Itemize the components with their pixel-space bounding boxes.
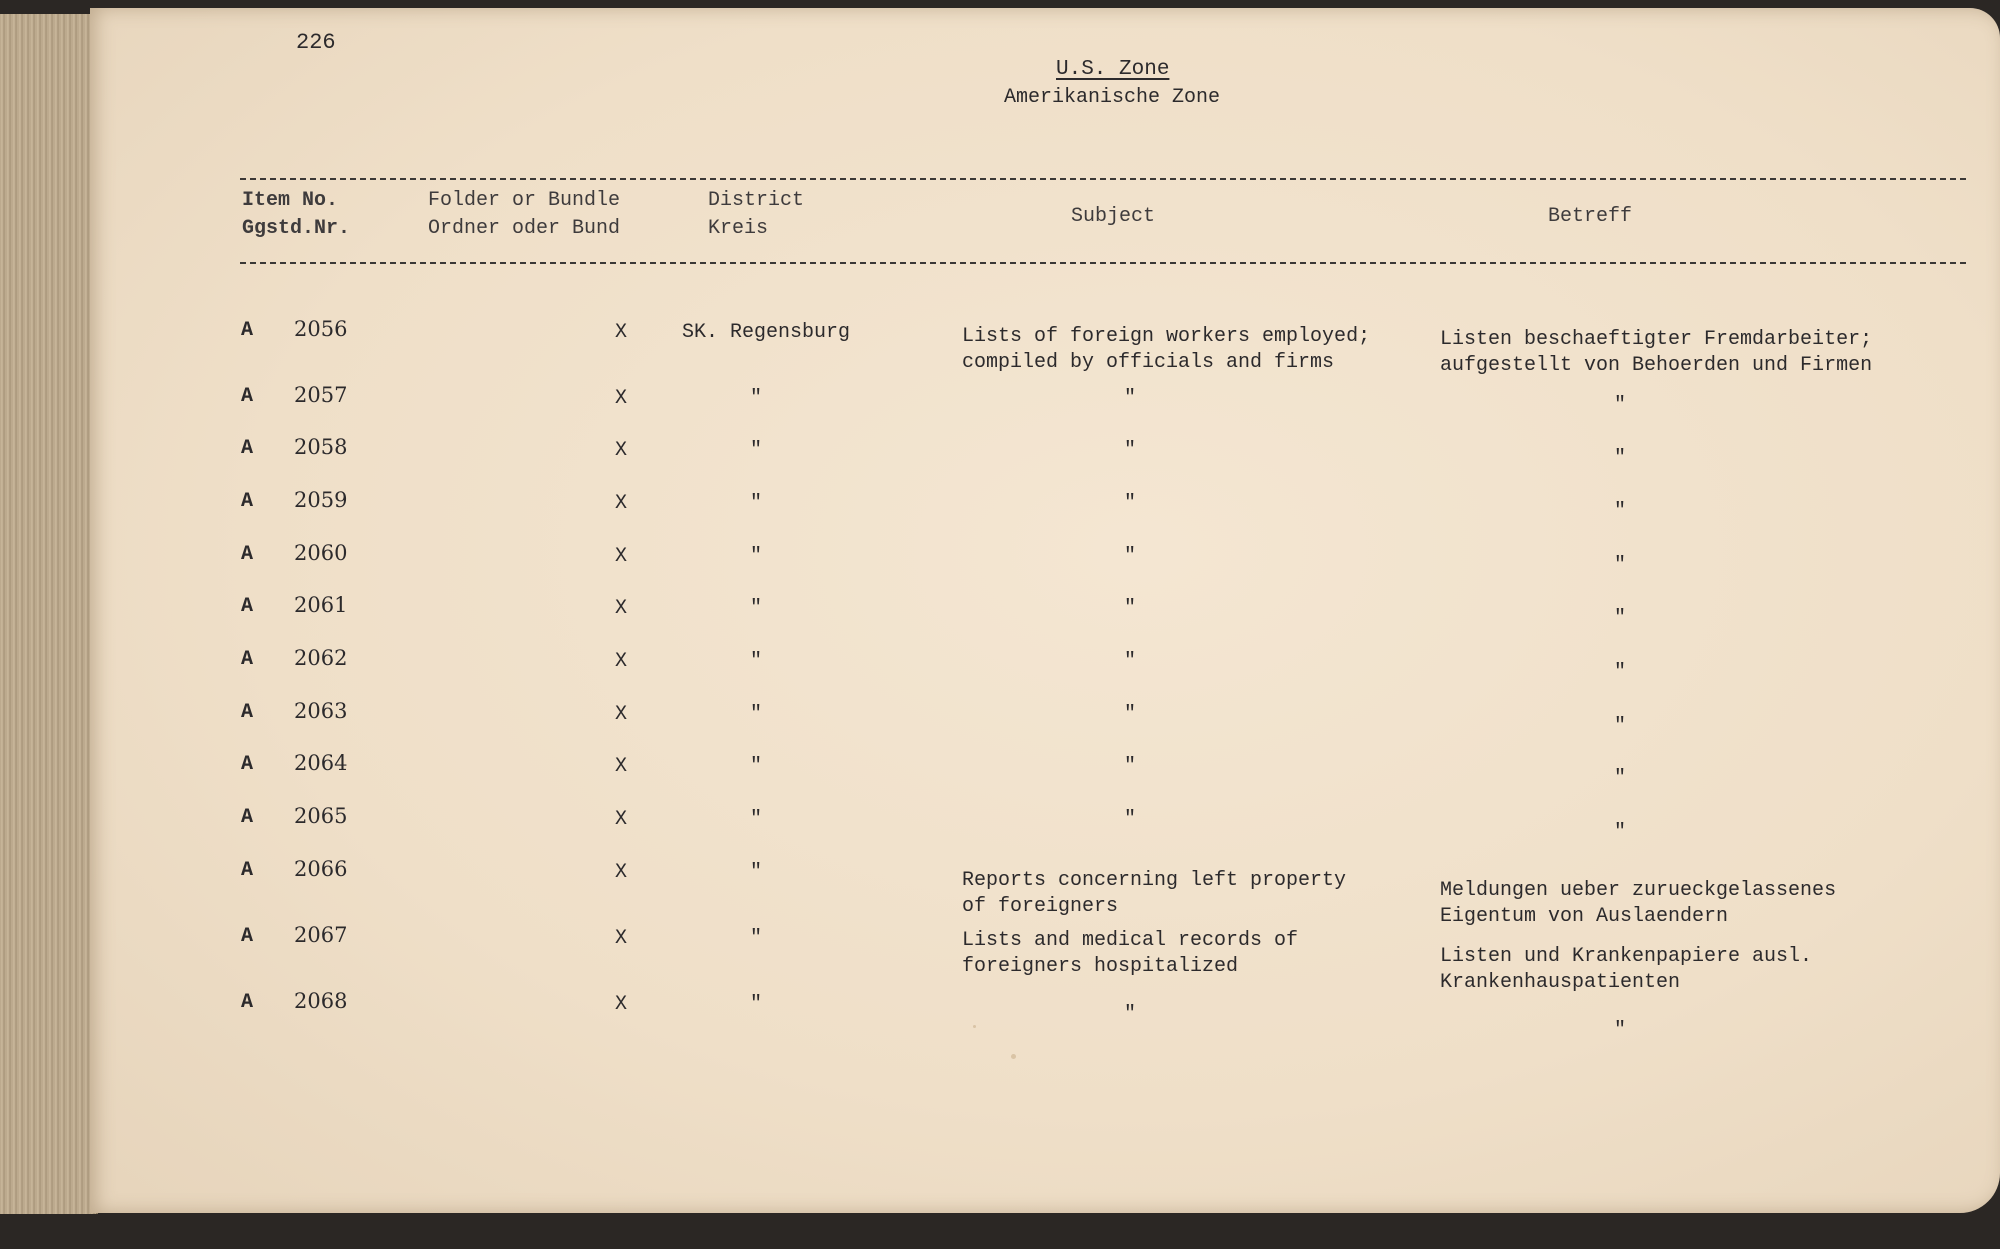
item-number: 2065	[294, 804, 348, 828]
zone-title: U.S. Zone	[1056, 58, 1170, 81]
item-prefix: A	[241, 859, 254, 882]
subject-line: of foreigners	[962, 895, 1119, 918]
paper-stain	[1011, 1054, 1016, 1059]
subject-line: Lists of foreign workers employed;	[962, 325, 1371, 348]
betreff-line: "	[1614, 714, 1627, 738]
district-cell: "	[750, 545, 763, 568]
header-item	[242, 187, 350, 243]
subject-line: compiled by officials and firms	[962, 351, 1335, 374]
subject-line: Lists and medical records of	[962, 929, 1299, 952]
betreff-line: Listen beschaeftigter Fremdarbeiter;	[1440, 328, 1873, 351]
district-cell: "	[750, 993, 763, 1016]
item-prefix: A	[241, 437, 254, 460]
item-number: 2057	[294, 383, 348, 407]
betreff-line: "	[1614, 1019, 1627, 1042]
header-item-de: Ggstd.Nr.	[242, 217, 351, 240]
folder-mark: X	[615, 321, 628, 344]
district-cell: "	[750, 597, 763, 620]
folder-mark: X	[615, 545, 628, 568]
folder-mark: X	[615, 650, 628, 673]
district-cell: "	[750, 808, 763, 831]
subject-line: "	[1124, 650, 1137, 673]
item-prefix: A	[241, 490, 254, 513]
subject-line: "	[1124, 492, 1137, 515]
folder-mark: X	[615, 993, 628, 1016]
betreff-line: Krankenhauspatienten	[1440, 971, 1681, 994]
item-number: 2062	[294, 646, 348, 670]
district-cell: "	[750, 755, 763, 778]
header-folder	[428, 187, 620, 243]
district-cell: "	[750, 927, 763, 950]
item-number: 2068	[294, 989, 348, 1013]
item-number: 2061	[294, 593, 348, 617]
betreff-line: "	[1614, 821, 1627, 845]
district-cell: "	[750, 650, 763, 673]
folder-mark: X	[615, 808, 628, 831]
item-number: 2063	[294, 699, 348, 723]
district-cell: "	[750, 439, 763, 462]
header-district-en: District	[708, 189, 805, 212]
page-number: 226	[296, 30, 336, 55]
subject-line: "	[1124, 597, 1137, 620]
folder-mark: X	[615, 439, 628, 462]
betreff-line: aufgestellt von Behoerden und Firmen	[1440, 354, 1873, 377]
header-district	[708, 187, 804, 243]
subject-line: "	[1124, 755, 1137, 778]
folder-mark: X	[615, 387, 628, 410]
betreff-line: "	[1614, 446, 1627, 470]
item-number: 2060	[294, 541, 348, 565]
district-cell: "	[750, 861, 763, 884]
subject-line: "	[1124, 808, 1137, 831]
item-number: 2059	[294, 488, 348, 512]
subject-line: "	[1124, 387, 1137, 410]
subject-line: "	[1124, 439, 1137, 462]
item-number: 2064	[294, 751, 348, 775]
item-prefix: A	[241, 319, 254, 342]
item-number: 2067	[294, 923, 348, 947]
betreff-line: "	[1614, 554, 1627, 578]
document-sheet	[90, 8, 2000, 1213]
book-page-edges	[0, 14, 98, 1214]
header-district-de: Kreis	[708, 217, 769, 240]
betreff-line: Listen und Krankenpapiere ausl.	[1440, 945, 1813, 968]
item-number: 2056	[294, 317, 348, 341]
item-prefix: A	[241, 753, 254, 776]
item-prefix: A	[241, 648, 254, 671]
subject-line: Reports concerning left property	[962, 869, 1347, 892]
subject-line: "	[1124, 1003, 1137, 1026]
item-number: 2058	[294, 435, 348, 459]
folder-mark: X	[615, 492, 628, 515]
betreff-line: "	[1614, 607, 1627, 630]
betreff-line: Eigentum von Auslaendern	[1440, 905, 1729, 928]
district-cell: "	[750, 703, 763, 726]
header-item-en: Item No.	[242, 189, 339, 212]
item-prefix: A	[241, 595, 254, 618]
header-folder-en: Folder or Bundle	[428, 189, 621, 212]
item-number: 2066	[294, 857, 348, 881]
folder-mark: X	[615, 755, 628, 778]
header-rule-top	[240, 178, 1966, 180]
subject-line: foreigners hospitalized	[962, 955, 1239, 978]
item-prefix: A	[241, 925, 254, 948]
item-prefix: A	[241, 806, 254, 829]
folder-mark: X	[615, 597, 628, 620]
header-subject: Subject	[1071, 205, 1156, 228]
item-prefix: A	[241, 385, 254, 408]
district-cell: SK. Regensburg	[682, 321, 851, 344]
folder-mark: X	[615, 703, 628, 726]
folder-mark: X	[615, 861, 628, 884]
betreff-line: Meldungen ueber zurueckgelassenes	[1440, 879, 1837, 902]
header-folder-de: Ordner oder Bund	[428, 217, 621, 240]
item-prefix: A	[241, 543, 254, 566]
folder-mark: X	[615, 927, 628, 950]
betreff-line: "	[1614, 393, 1627, 417]
item-prefix: A	[241, 991, 254, 1014]
subject-line: "	[1124, 545, 1137, 568]
zone-subtitle: Amerikanische Zone	[1004, 86, 1221, 109]
subject-line: "	[1124, 703, 1137, 726]
betreff-line: "	[1614, 500, 1627, 524]
district-cell: "	[750, 492, 763, 515]
paper-stain	[973, 1025, 976, 1028]
betreff-line: "	[1614, 660, 1627, 684]
item-prefix: A	[241, 701, 254, 724]
header-rule-bottom	[240, 262, 1966, 264]
header-betreff: Betreff	[1548, 205, 1633, 228]
betreff-line: "	[1614, 767, 1627, 791]
district-cell: "	[750, 387, 763, 410]
